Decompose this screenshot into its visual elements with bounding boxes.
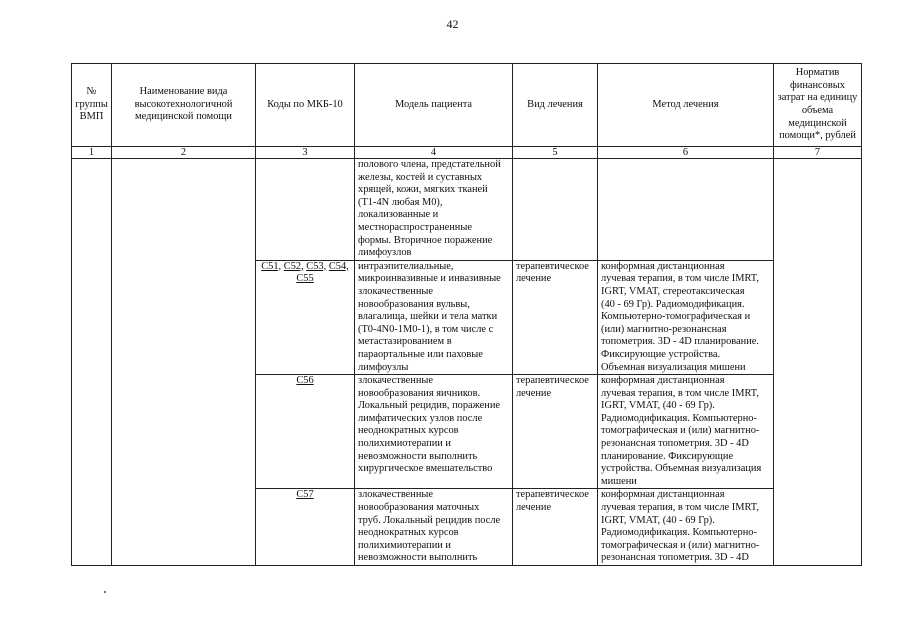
cost-standard-cell [774, 159, 862, 566]
patient-model-cell: полового члена, предстательной железы, костей и суставных хрящей, кожи, мягких тканей (T1-4N любая M0), локализованные и местнораспространенные формы. Вторичное поражение лимфоузлов [355, 159, 513, 261]
header-icd10-codes: Коды по МКБ-10 [256, 64, 355, 147]
column-number: 2 [112, 147, 256, 159]
icd10-codes-cell [256, 375, 355, 489]
patient-model-cell: злокачественные новообразования маточных труб. Локальный рецидив после неоднократных курсов полихимиотерапии и невозможности выполнить [355, 489, 513, 566]
vmp-table [71, 63, 862, 566]
page-number: 42 [446, 17, 459, 31]
icd10-codes-cell [256, 159, 355, 261]
patient-model-cell: злокачественные новообразования яичников. Локальный рецидив, поражение лимфатических узлов после неоднократных курсов полихимиотерапии и невозможности выполнить хирургическое вмешательство [355, 375, 513, 489]
header-treatment-type: Вид лечения [513, 64, 598, 147]
icd10-code-link[interactable]: C57 [296, 489, 314, 501]
treatment-type-cell: терапевтическое лечение [513, 260, 598, 374]
table-row [72, 159, 862, 261]
column-number: 5 [513, 147, 598, 159]
icd10-codes-cell [256, 489, 355, 566]
treatment-type-cell: терапевтическое лечение [513, 489, 598, 566]
care-type-name-cell [112, 159, 256, 566]
column-number: 1 [72, 147, 112, 159]
treatment-method-cell [598, 159, 774, 261]
icd10-code-link[interactable]: C53, [306, 260, 327, 272]
treatment-method-cell: конформная дистанционная лучевая терапия, в том числе IMRT, IGRT, VMAT, стереотаксическая (40 - 69 Гр). Радиомодификация. Компьютерно-томографическая и (или) магнитно-резонансная топометрия. 3D - 4D планирование. Фиксирующие устройства. Объемная визуализация мишени [598, 260, 774, 374]
treatment-type-cell [513, 159, 598, 261]
header-treatment-method: Метод лечения [598, 64, 774, 147]
column-number: 7 [774, 147, 862, 159]
patient-model-cell: интраэпителиальные, микроинвазивные и инвазивные злокачественные новообразования вульвы, влагалища, шейки и тела матки (T0-4N0-1M0-1), в том числе с метастазированием в параортальные или паховые лимфоузлы [355, 260, 513, 374]
treatment-method-cell: конформная дистанционная лучевая терапия, в том числе IMRT, IGRT, VMAT, (40 - 69 Гр). Радиомодификация. Компьютерно- томографическая и (или) магнитно- резонансная топометрия. 3D - 4D [598, 489, 774, 566]
column-number: 4 [355, 147, 513, 159]
header-care-type-name: Наименование вида высокотехнологичной медицинской помощи [112, 64, 256, 147]
header-patient-model: Модель пациента [355, 64, 513, 147]
icd10-code-link[interactable]: C55 [296, 273, 314, 285]
header-cost-standard: Норматив финансовых затрат на единицу объема медицинской помощи*, рублей [774, 64, 862, 147]
icd10-code-link[interactable]: C51, [261, 260, 282, 272]
icd10-code-link[interactable]: C52, [283, 260, 304, 272]
scan-speck [104, 591, 106, 593]
column-number: 6 [598, 147, 774, 159]
treatment-method-cell: конформная дистанционная лучевая терапия, в том числе IMRT, IGRT, VMAT, (40 - 69 Гр). Радиомодификация. Компьютерно- томографическая и (или) магнитно- резонансная топометрия. 3D - 4D планирование. Фиксирующие устройства. Объемная визуализация мишени [598, 375, 774, 489]
icd10-code-link[interactable]: C56 [296, 375, 314, 387]
header-group-number: № группы ВМП [72, 64, 112, 147]
group-number-cell [72, 159, 112, 566]
column-number: 3 [256, 147, 355, 159]
treatment-type-cell: терапевтическое лечение [513, 375, 598, 489]
icd10-codes-cell [256, 260, 355, 374]
icd10-code-link[interactable]: C54, [328, 260, 349, 272]
